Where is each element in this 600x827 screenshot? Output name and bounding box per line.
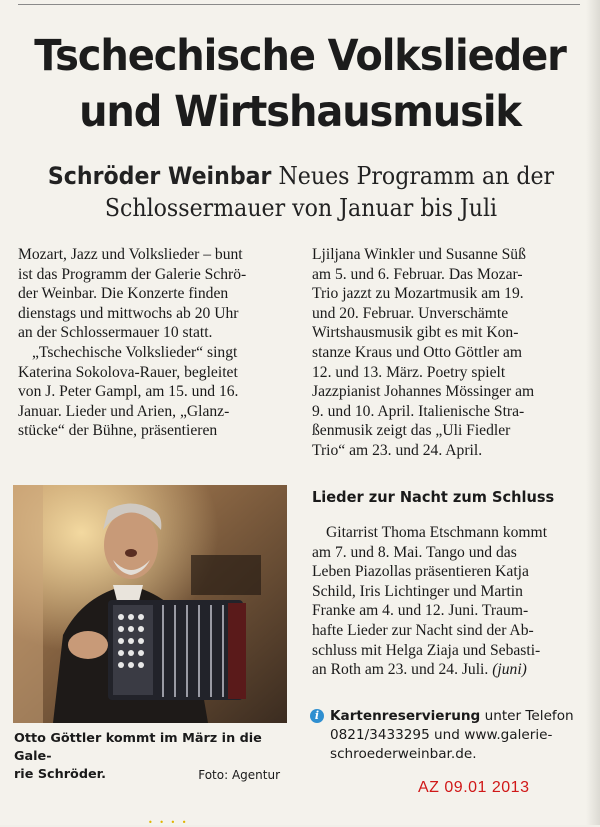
photo-illustration [13, 485, 287, 723]
caption-line-1: Otto Göttler kommt im März in die Gale- [14, 731, 262, 764]
info-icon: i [310, 709, 324, 723]
top-rule [18, 4, 580, 5]
photo-credit: Foto: Agentur [198, 768, 280, 782]
text-line: der Weinbar. Die Konzerte finden [18, 285, 229, 303]
subhead-line-1: Neues Programm an der [271, 162, 555, 190]
text-line: 12. und 13. März. Poetry spielt [312, 363, 506, 381]
text-line: stanze Kraus und Otto Göttler am [312, 343, 523, 361]
text-line: Katerina Sokolova-Rauer, begleitet [18, 363, 238, 381]
subhead-kicker: Schröder Weinbar [47, 162, 272, 190]
text-line: Schild, Iris Lichtinger und Martin [312, 582, 523, 600]
text-line: ist das Programm der Galerie Schrö- [18, 265, 247, 283]
text-line: und 20. Februar. Unverschämte [312, 304, 509, 322]
article-column-3 [312, 523, 584, 680]
text-line: Ljiljana Winkler und Susanne Süß [312, 246, 526, 263]
info-label: Kartenreservierung [330, 708, 481, 724]
text-line: schluss mit Helga Ziaja und Sebasti- [312, 641, 541, 659]
text-line: am 7. und 8. Mai. Tango und das [312, 543, 517, 561]
info-line-2: 0821/3433295 und www.galerie- [330, 727, 553, 743]
text-line: Franke am 4. und 12. Juni. Traum- [312, 602, 529, 620]
accordion-player-photo [13, 485, 287, 723]
photo-caption [14, 730, 290, 784]
ticket-info-box [310, 707, 586, 764]
text-line: Wirtshausmusik gibt es mit Kon- [312, 324, 519, 342]
text-line: Leben Piazollas präsentieren Katja [312, 563, 529, 581]
text-line: 9. und 10. April. Italienische Stra- [312, 402, 525, 420]
text-line: dienstags und mittwochs ab 20 Uhr [18, 304, 239, 322]
text-line: am 5. und 6. Februar. Das Mozar- [312, 265, 523, 283]
author-tag: (juni) [492, 661, 527, 679]
text-line: hafte Lieder zur Nacht sind der Ab- [312, 621, 534, 639]
text-line: Gitarrist Thoma Etschmann kommt [326, 524, 548, 541]
date-stamp: AZ 09.01 2013 [418, 779, 530, 796]
text-line: Jazzpianist Johannes Mössinger am [312, 383, 535, 401]
text-line: von J. Peter Gampl, am 15. und 16. [18, 383, 239, 401]
headline-line-2: und Wirtshausmusik [79, 87, 521, 137]
info-line-3: schroederweinbar.de. [330, 746, 477, 762]
text-line: Mozart, Jazz und Volkslieder – bunt [18, 246, 243, 263]
article-column-1 [18, 245, 298, 441]
text-line-last [312, 660, 584, 680]
page-edge-shadow [586, 0, 600, 825]
headline [34, 28, 566, 140]
section-subheading: Lieder zur Nacht zum Schluss [312, 488, 555, 506]
color-registration-dots: • • • • [148, 818, 189, 827]
text-line: an Roth am 23. und 24. Juli. [312, 661, 489, 679]
text-line: Januar. Lieder und Arien, „Glanz- [18, 402, 230, 420]
subheadline [41, 160, 562, 224]
article-column-2 [312, 245, 584, 461]
text-line: stücke“ der Bühne, präsentieren [18, 422, 218, 440]
caption-line-2: rie Schröder. [14, 767, 107, 782]
text-line: ßenmusik zeigt das „Uli Fiedler [312, 422, 511, 440]
text-line: an der Schlossermauer 10 statt. [18, 324, 213, 342]
subhead-line-2: Schlossermauer von Januar bis Juli [104, 194, 498, 222]
text-line: Trio jazzt zu Mozartmusik am 19. [312, 285, 524, 303]
headline-line-1: Tschechische Volkslieder [34, 31, 566, 81]
text-line: „Tschechische Volkslieder“ singt [32, 343, 238, 361]
text-line: Trio“ am 23. und 24. April. [312, 441, 483, 459]
info-line-1: unter Telefon [480, 708, 574, 724]
